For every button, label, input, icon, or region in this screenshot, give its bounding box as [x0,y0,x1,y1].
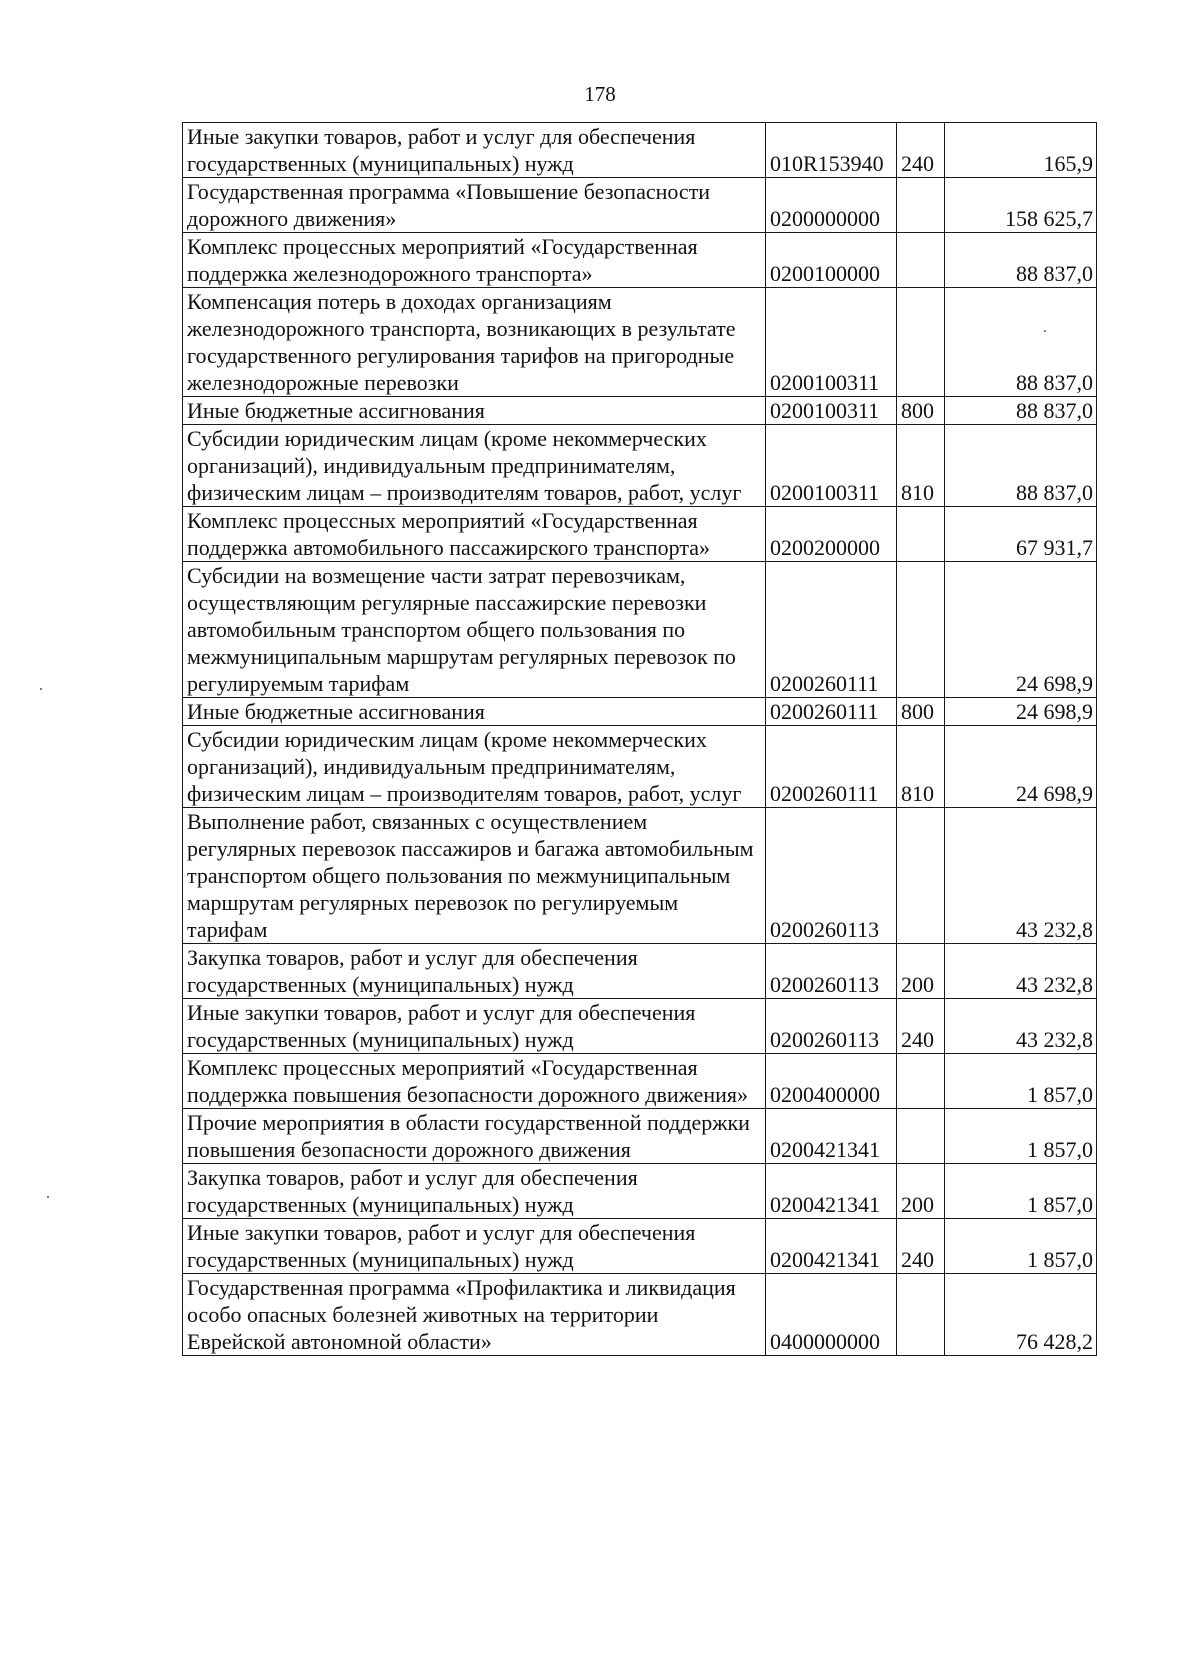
row-type: 200 [897,944,945,999]
row-type: 810 [897,726,945,808]
table-row [183,562,1097,698]
row-sum: 43 232,8 [945,808,1097,944]
row-code: 0200400000 [766,1054,897,1109]
row-sum: 67 931,7 [945,507,1097,562]
row-name: Выполнение работ, связанных с осуществлением регулярных перевозок пассажиров и багажа автомобильным транспортом общего пользования по межмуниципальным маршрутам регулярных перевозок по регулируемым тарифам [183,808,766,944]
row-code: 0200200000 [766,507,897,562]
row-code: 0200260111 [766,562,897,698]
row-code: 0200260113 [766,808,897,944]
row-name: Комплекс процессных мероприятий «Государственная поддержка автомобильного пассажирского транспорта» [183,507,766,562]
row-name: Компенсация потерь в доходах организациям железнодорожного транспорта, возникающих в результате государственного регулирования тарифов на пригородные железнодорожные перевозки [183,288,766,397]
budget-table [182,122,1097,1356]
table-row [183,288,1097,397]
row-code: 0200421341 [766,1219,897,1274]
row-sum: 88 837,0 [945,288,1097,397]
row-sum: 158 625,7 [945,178,1097,233]
row-type [897,1274,945,1356]
page-number: 178 [584,82,616,106]
row-name: Комплекс процессных мероприятий «Государственная поддержка железнодорожного транспорта» [183,233,766,288]
row-sum: 1 857,0 [945,1054,1097,1109]
row-sum: 1 857,0 [945,1109,1097,1164]
row-code: 0200000000 [766,178,897,233]
row-type [897,233,945,288]
row-name: Субсидии юридическим лицам (кроме некоммерческих организаций), индивидуальным предпринимателям, физическим лицам – производителям товаров, работ, услуг [183,726,766,808]
row-code: 0200100311 [766,397,897,425]
row-sum: 88 837,0 [945,233,1097,288]
row-name: Закупка товаров, работ и услуг для обеспечения государственных (муниципальных) нужд [183,1164,766,1219]
table-row [183,1164,1097,1219]
row-sum: 24 698,9 [945,726,1097,808]
row-sum: 165,9 [945,123,1097,178]
table-row [183,726,1097,808]
row-code: 0200100000 [766,233,897,288]
row-name: Закупка товаров, работ и услуг для обеспечения государственных (муниципальных) нужд [183,944,766,999]
row-sum: 76 428,2 [945,1274,1097,1356]
row-code: 0200260113 [766,999,897,1054]
scan-speck [47,1196,49,1198]
table-row [183,999,1097,1054]
row-type: 240 [897,1219,945,1274]
table-row [183,397,1097,425]
row-name: Прочие мероприятия в области государственной поддержки повышения безопасности дорожного движения [183,1109,766,1164]
row-type: 800 [897,397,945,425]
row-type [897,178,945,233]
row-type [897,1109,945,1164]
row-type: 240 [897,123,945,178]
row-code: 0200421341 [766,1164,897,1219]
row-sum: 43 232,8 [945,999,1097,1054]
row-code: 0200100311 [766,288,897,397]
table-row [183,1054,1097,1109]
table-row [183,123,1097,178]
row-code: 0200421341 [766,1109,897,1164]
row-code: 0200260111 [766,726,897,808]
table-row [183,425,1097,507]
row-sum: 43 232,8 [945,944,1097,999]
table-row [183,1219,1097,1274]
row-code: 010R153940 [766,123,897,178]
row-sum: 1 857,0 [945,1164,1097,1219]
row-sum: 88 837,0 [945,397,1097,425]
row-type: 810 [897,425,945,507]
table-row [183,178,1097,233]
table-row [183,808,1097,944]
row-name: Субсидии на возмещение части затрат перевозчикам, осуществляющим регулярные пассажирские перевозки автомобильным транспортом общего пользования по межмуниципальным маршрутам регулярных перевозок по регулируемым тарифам [183,562,766,698]
table-row [183,507,1097,562]
row-type [897,562,945,698]
table-row [183,698,1097,726]
row-code: 0200260111 [766,698,897,726]
row-sum: 24 698,9 [945,562,1097,698]
scan-speck [40,688,42,690]
row-name: Государственная программа «Профилактика и ликвидация особо опасных болезней животных на территории Еврейской автономной области» [183,1274,766,1356]
row-name: Иные бюджетные ассигнования [183,397,766,425]
table-row [183,1109,1097,1164]
row-code: 0200260113 [766,944,897,999]
row-sum: 1 857,0 [945,1219,1097,1274]
table-row [183,233,1097,288]
row-type: 200 [897,1164,945,1219]
row-name: Комплекс процессных мероприятий «Государственная поддержка повышения безопасности дорожного движения» [183,1054,766,1109]
budget-table-body [183,123,1097,1356]
row-name: Иные закупки товаров, работ и услуг для обеспечения государственных (муниципальных) нужд [183,999,766,1054]
row-type [897,507,945,562]
row-type [897,1054,945,1109]
row-type: 800 [897,698,945,726]
row-sum: 24 698,9 [945,698,1097,726]
row-type [897,288,945,397]
row-type [897,808,945,944]
row-name: Иные бюджетные ассигнования [183,698,766,726]
row-name: Иные закупки товаров, работ и услуг для обеспечения государственных (муниципальных) нужд [183,1219,766,1274]
table-row [183,944,1097,999]
table-row [183,1274,1097,1356]
row-code: 0400000000 [766,1274,897,1356]
row-name: Государственная программа «Повышение безопасности дорожного движения» [183,178,766,233]
row-name: Субсидии юридическим лицам (кроме некоммерческих организаций), индивидуальным предпринимателям, физическим лицам – производителям товаров, работ, услуг [183,425,766,507]
scan-speck [1044,330,1046,332]
row-name: Иные закупки товаров, работ и услуг для обеспечения государственных (муниципальных) нужд [183,123,766,178]
row-code: 0200100311 [766,425,897,507]
row-type: 240 [897,999,945,1054]
row-sum: 88 837,0 [945,425,1097,507]
